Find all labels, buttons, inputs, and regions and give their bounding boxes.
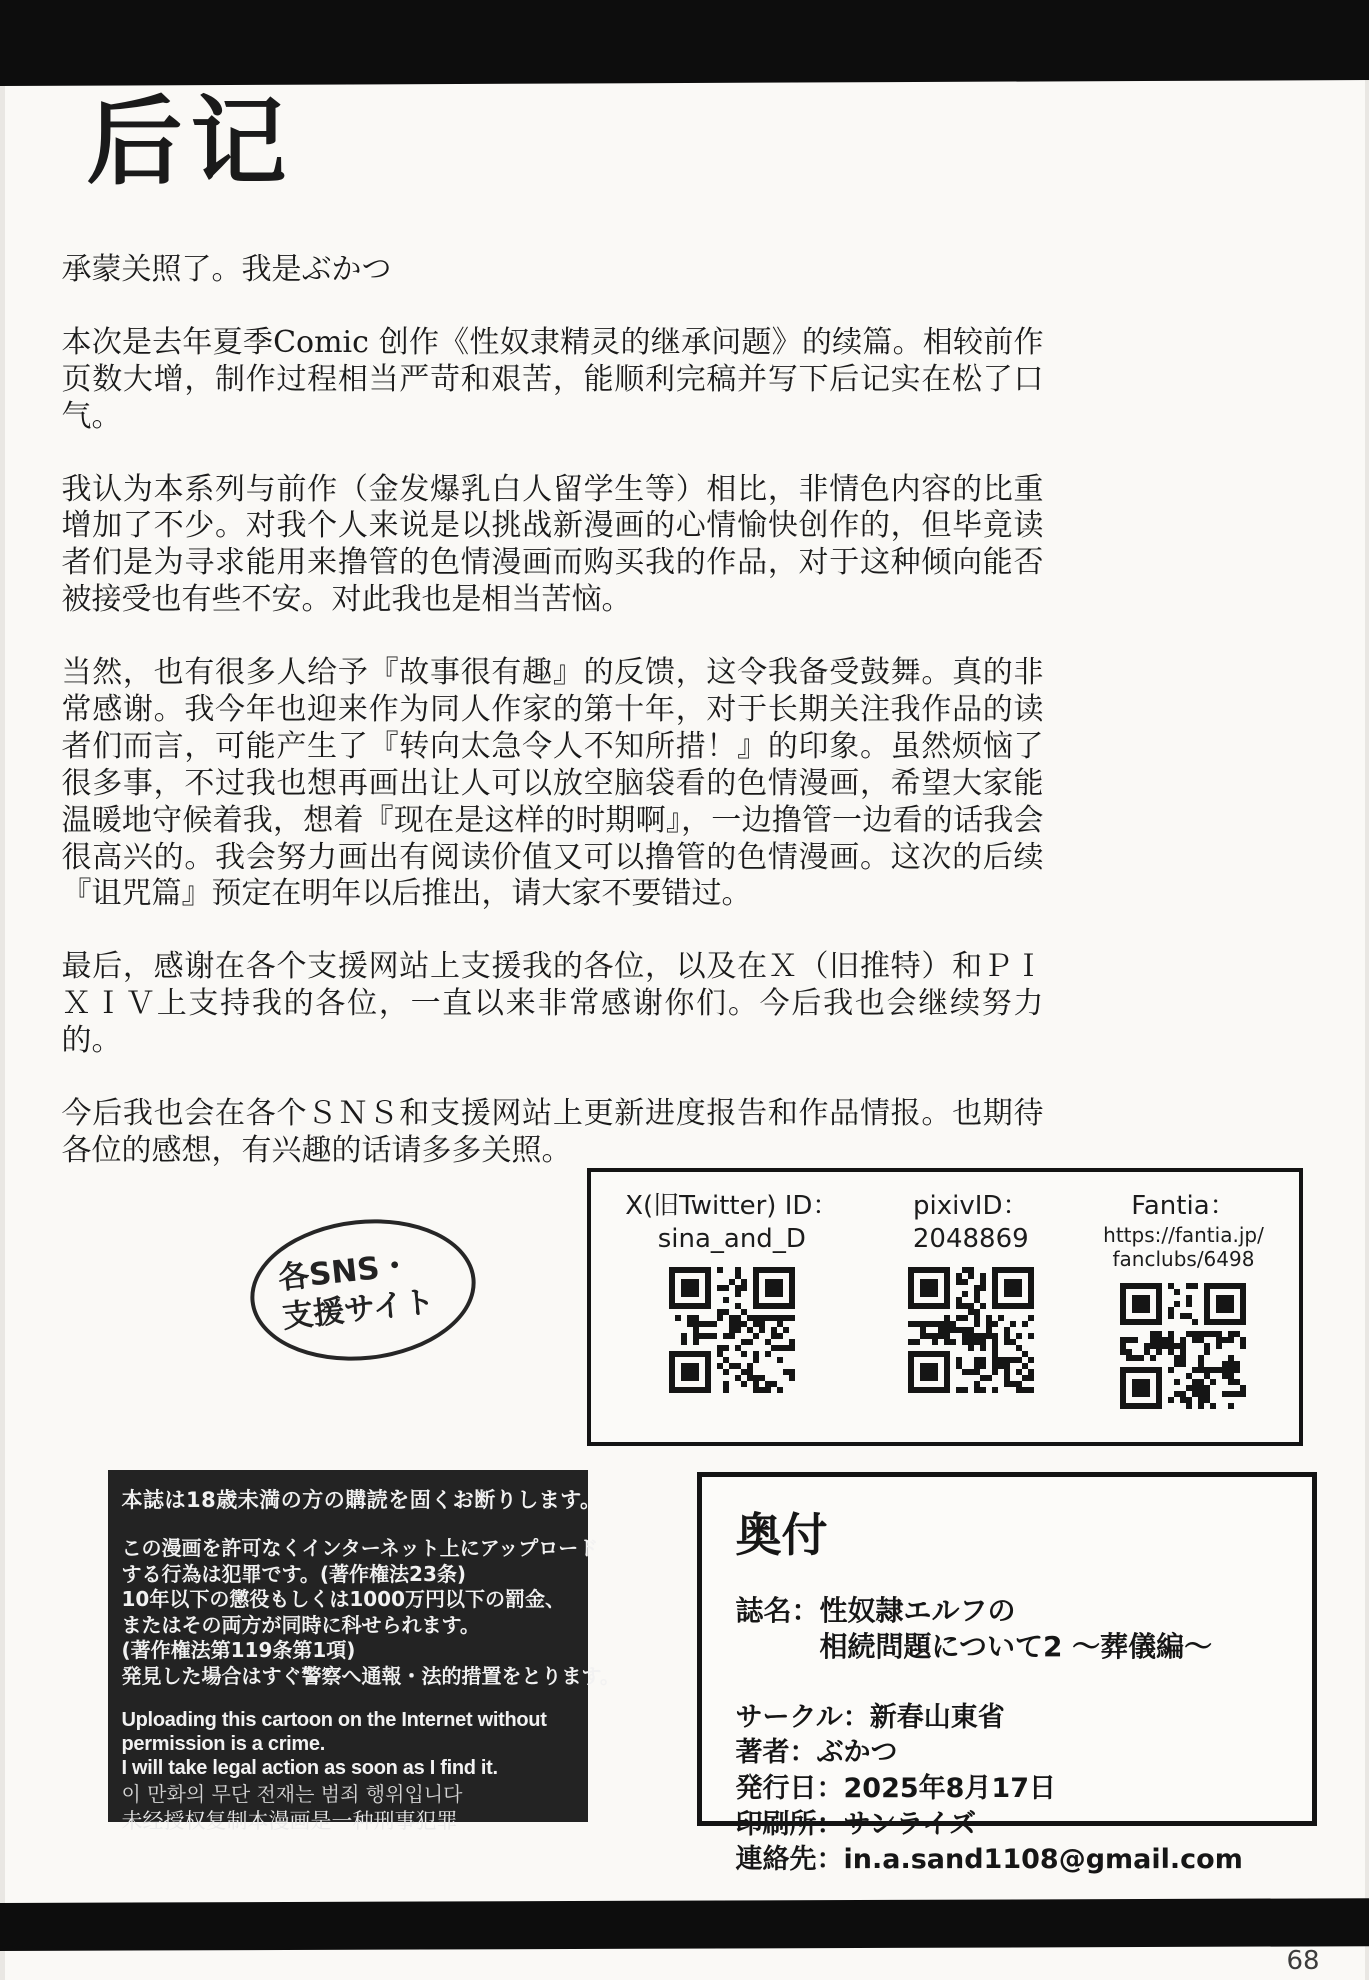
- age-restriction-notice: 本誌は18歳未満の方の購読を固くお断りします。: [121, 1488, 602, 1512]
- afterword-paragraph-thanks: 最后，感谢在各个支援网站上支援我的各位，以及在Ｘ（旧推特）和ＰＩＸＩＶ上支持我的各位，一直以来非常感谢你们。今后我也会继续努力的。: [61, 949, 1044, 1059]
- afterword-paragraph-sequel: 本次是去年夏季Comic 创作《性奴隶精灵的继承问题》的续篇。相较前作页数大增，制作过程相当严苛和艰苦，能顺利完稿并写下后记实在松了口气。: [61, 324, 1044, 434]
- fantia-url-line1: https://fantia.jp/: [1103, 1222, 1264, 1247]
- colophon-circle: サークル：新春山東省: [735, 1701, 1005, 1733]
- colophon-box: [697, 1472, 1317, 1876]
- afterword-paragraph-greeting: 承蒙关照了。我是ぶかつ: [61, 252, 392, 287]
- colophon-author: 著者：ぶかつ: [735, 1737, 898, 1769]
- fantia-cell: [1103, 1190, 1264, 1409]
- pixiv-qr-code-icon: [908, 1267, 1034, 1393]
- afterword-page: [5, 0, 1365, 1980]
- copyright-warning-en: I will take legal action as soon as I find it.: [121, 1757, 498, 1780]
- page-title: 后记: [86, 85, 295, 198]
- copyright-warning-jp: この漫画を許可なくインターネット上にアップロード: [121, 1536, 599, 1560]
- age-copyright-warning-box: [108, 1470, 620, 1833]
- colophon-contact: 連絡先：in.a.sand1108@gmail.com: [735, 1844, 1243, 1876]
- x-twitter-id-value: sina_and_D: [657, 1223, 806, 1254]
- copyright-warning-jp: 発見した場合はすぐ警察へ通報・法的措置をとります。: [121, 1663, 620, 1688]
- copyright-warning-en: Uploading this cartoon on the Internet without: [121, 1708, 547, 1731]
- pixiv-id-label: pixivID：: [913, 1191, 1029, 1221]
- x-twitter-cell: [625, 1190, 838, 1393]
- afterword-paragraph-series: 我认为本系列与前作（金发爆乳白人留学生等）相比，非情色内容的比重增加了不少。对我个人来说是以挑战新漫画的心情愉快创作的，但毕竟读者们是为寻求能用来撸管的色情漫画而购买我的作品，对于这种倾向能否被接受也有些不安。对此我也是相当苦恼。: [61, 471, 1044, 618]
- sns-support-badge: [243, 1209, 482, 1372]
- x-twitter-id-label: X(旧Twitter) ID：: [625, 1191, 839, 1221]
- copyright-warning-jp: (著作権法第119条第1項): [121, 1638, 356, 1663]
- copyright-warning-kr: 이 만화의 무단 전재는 범죄 행위입니다: [121, 1781, 463, 1806]
- pixiv-cell: [908, 1190, 1034, 1393]
- copyright-warning-jp: またはその両方が同時に科せられます。: [121, 1612, 480, 1637]
- colophon-book-title-line2: 相続問題について2 ～葬儀編～: [819, 1630, 1213, 1664]
- fantia-label: Fantia：: [1131, 1191, 1236, 1221]
- copyright-warning-jp: する行為は犯罪です。(著作権法23条): [121, 1561, 467, 1586]
- colophon-heading: 奥付: [735, 1508, 828, 1562]
- copyright-warning-cn: 未经授权复制本漫画是一种刑事犯罪: [121, 1808, 458, 1833]
- sns-links-panel: [587, 1168, 1303, 1446]
- copyright-warning-jp: 10年以下の懲役もしくは1000万円以下の罰金、: [121, 1587, 565, 1612]
- afterword-paragraph-updates: 今后我也会在各个ＳＮＳ和支援网站上更新进度报告和作品情报。也期待各位的感想，有兴趣的话请多多关照。: [61, 1096, 1044, 1168]
- copyright-warning-en: permission is a crime.: [121, 1732, 325, 1755]
- pixiv-id-value: 2048869: [912, 1223, 1029, 1254]
- bottom-border-bar: [0, 1898, 1369, 1951]
- sns-badge-line1: 各SNS・: [276, 1247, 412, 1297]
- afterword-body: [62, 252, 1044, 1206]
- fantia-qr-code-icon: [1120, 1283, 1246, 1409]
- top-border-bar: [0, 0, 1369, 86]
- sns-badge-line2: 支援サイト: [280, 1283, 436, 1336]
- colophon-book-title-line1: 誌名：性奴隷エルフの: [735, 1594, 1016, 1627]
- afterword-paragraph-feedback: 当然，也有很多人给予『故事很有趣』的反馈，这令我备受鼓舞。真的非常感谢。我今年也迎来作为同人作家的第十年，对于长期关注我作品的读者们而言，可能产生了『转向太急令人不知所措！』的印象。虽然烦恼了很多事，不过我也想再画出让人可以放空脑袋看的色情漫画，希望大家能温暖地守候着我，想着『现在是这样的时期啊』，一边撸管一边看的话我会很高兴的。我会努力画出有阅读价值又可以撸管的色情漫画。这次的后续『诅咒篇』预定在明年以后推出，请大家不要错过。: [61, 655, 1044, 912]
- fantia-url-line2: fanclubs/6498: [1112, 1246, 1255, 1271]
- x-twitter-qr-code-icon: [669, 1267, 795, 1393]
- colophon-publish-date: 発行日：2025年8月17日: [735, 1773, 1057, 1805]
- page-number: 68: [1286, 1946, 1320, 1976]
- colophon-printer: 印刷所：サンライズ: [735, 1808, 977, 1840]
